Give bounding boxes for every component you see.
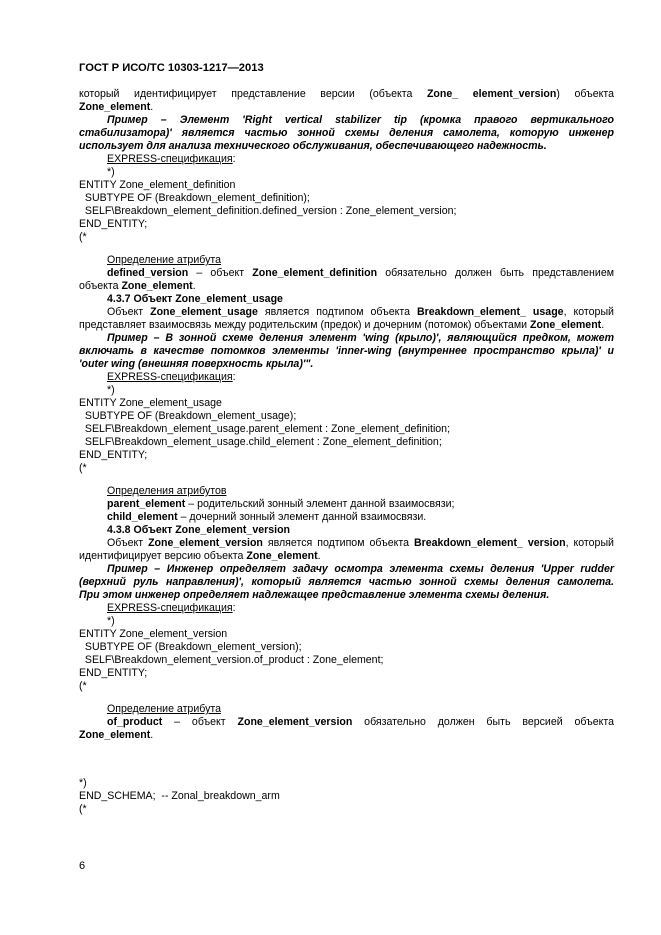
paragraph-line	[79, 101, 614, 114]
entity-ref: Zone_element_version	[148, 537, 263, 549]
code-line: SUBTYPE OF (Breakdown_element_usage);	[79, 410, 297, 422]
attribute-definition-heading: Определение атрибута	[107, 254, 222, 266]
entity-ref: Zone_element	[79, 101, 151, 113]
express-spec-heading	[107, 371, 614, 384]
entity-ref: Zone_element	[79, 729, 151, 741]
code-line: *)	[107, 384, 115, 396]
entity-ref: Zone_element	[529, 319, 602, 331]
text: :	[232, 153, 236, 165]
code-line: END_ENTITY;	[79, 449, 148, 461]
code-line: (*	[79, 803, 87, 815]
example-line: стабилизатора)' является частью зонной схемы деления самолета, которую инженер	[79, 127, 614, 139]
text: – родительский зонный элемент данной взаимосвязи;	[185, 498, 455, 510]
code-line: *)	[79, 777, 87, 789]
code-line: END_ENTITY;	[79, 218, 148, 230]
attribute-definition-heading: Определение атрибута	[107, 703, 222, 715]
text: .	[150, 729, 154, 741]
end-schema-line: END_SCHEMA; -- Zonal_breakdown_arm	[79, 790, 280, 802]
entity-ref: Zone_ element_version	[426, 88, 557, 100]
paragraph-line	[79, 88, 614, 101]
entity-ref: Zone_element_version	[237, 716, 353, 728]
code-line: *)	[107, 615, 115, 627]
entity-ref: Zone_element	[246, 550, 318, 562]
code-line: SUBTYPE OF (Breakdown_element_definition);	[79, 192, 310, 204]
paragraph-line	[107, 537, 614, 550]
attribute-name: child_element	[107, 511, 178, 523]
attribute-name: defined_version	[107, 267, 189, 279]
section-heading-4-3-7: 4.3.7 Объект Zone_element_usage	[107, 293, 283, 305]
code-line: ENTITY Zone_element_definition	[79, 179, 236, 191]
entity-ref: Zone_element_definition	[252, 267, 378, 279]
text: .	[150, 101, 154, 113]
example-line: использует для анализа технического обслуживания, обеспечивающего надежность.	[79, 140, 547, 152]
entity-ref: Zone_element_usage	[150, 306, 258, 318]
document-header: ГОСТ Р ИСО/ТС 10303-1217—2013	[79, 62, 264, 74]
express-spec-label: EXPRESS-спецификация	[107, 371, 233, 383]
text: – объект	[162, 716, 238, 728]
entity-ref: Breakdown_element_ version	[413, 537, 566, 549]
text: .	[192, 280, 196, 292]
definition-line	[79, 729, 614, 742]
express-spec-heading	[107, 153, 614, 166]
example-line: (верхний руль направления)', который является частью зонной схемы деления самолета.	[79, 576, 614, 588]
text: является подтипом объекта	[257, 306, 417, 318]
text: который идентифицирует представление версии (объекта	[79, 88, 427, 100]
paragraph-line	[107, 306, 614, 319]
text: Объект	[107, 306, 151, 318]
text: .	[317, 550, 321, 562]
text: , который	[563, 306, 614, 318]
example-line: 'outer wing (внешняя поверхность крыла)'".	[79, 358, 314, 370]
example-line: включать в качестве потомков элементы 'inner-wing (внутреннее пространство крыла)' и	[79, 345, 614, 357]
paragraph-line	[79, 319, 614, 332]
express-spec-heading	[107, 602, 614, 615]
section-heading-4-3-8: 4.3.8 Объект Zone_element_version	[107, 524, 291, 536]
text: ) объекта	[556, 88, 614, 100]
page-number: 6	[79, 860, 86, 872]
express-spec-label: EXPRESS-спецификация	[107, 602, 233, 614]
definition-line	[107, 498, 614, 511]
text: .	[601, 319, 605, 331]
code-line: (*	[79, 462, 87, 474]
text: обязательно должен быть представлением	[377, 267, 614, 279]
text: Объект	[107, 537, 149, 549]
code-line: SELF\Breakdown_element_version.of_product : Zone_element;	[79, 654, 384, 666]
text: – дочерний зонный элемент данной взаимосвязи.	[177, 511, 427, 523]
code-line: *)	[107, 166, 115, 178]
text: , который	[565, 537, 614, 549]
text: :	[232, 371, 236, 383]
example-line: При этом инженер определяет надлежащее представление элемента схемы деления.	[79, 589, 550, 601]
definition-line	[79, 280, 614, 293]
example-line: Пример – В зонной схеме деления элемент 'wing (крыло)', являющийся предком, может	[107, 332, 614, 344]
code-line: SELF\Breakdown_element_usage.parent_element : Zone_element_definition;	[79, 423, 451, 435]
text: идентифицирует версию объекта	[79, 550, 247, 562]
code-line: ENTITY Zone_element_version	[79, 628, 228, 640]
code-line: (*	[79, 231, 87, 243]
attribute-definitions-heading: Определения атрибутов	[107, 485, 227, 497]
attribute-name: parent_element	[107, 498, 186, 510]
definition-line	[107, 511, 614, 524]
definition-line	[107, 716, 614, 729]
text: представляет взаимосвязь между родительским (предок) и дочерним (потомок) объектами	[79, 319, 530, 331]
text: является подтипом объекта	[262, 537, 414, 549]
text: :	[232, 602, 236, 614]
example-line: Пример – Элемент 'Right vertical stabilizer tip (кромка правого вертикального	[107, 114, 614, 126]
example-line: Пример – Инженер определяет задачу осмотра элемента схемы деления 'Upper rudder	[107, 563, 614, 575]
paragraph-line	[79, 550, 614, 563]
attribute-name: of_product	[107, 716, 163, 728]
express-spec-label: EXPRESS-спецификация	[107, 153, 233, 165]
code-line: SELF\Breakdown_element_usage.child_element : Zone_element_definition;	[79, 436, 442, 448]
text: обязательно должен быть версией объекта	[352, 716, 614, 728]
code-line: SELF\Breakdown_element_definition.defined_version : Zone_element_version;	[79, 205, 457, 217]
code-line: (*	[79, 680, 87, 692]
code-line: ENTITY Zone_element_usage	[79, 397, 222, 409]
code-line: SUBTYPE OF (Breakdown_element_version);	[79, 641, 302, 653]
code-line: END_ENTITY;	[79, 667, 148, 679]
definition-line	[107, 267, 614, 280]
entity-ref: Zone_element	[121, 280, 193, 292]
entity-ref: Breakdown_element_ usage	[417, 306, 564, 318]
text: – объект	[188, 267, 253, 279]
text: объекта	[79, 280, 122, 292]
